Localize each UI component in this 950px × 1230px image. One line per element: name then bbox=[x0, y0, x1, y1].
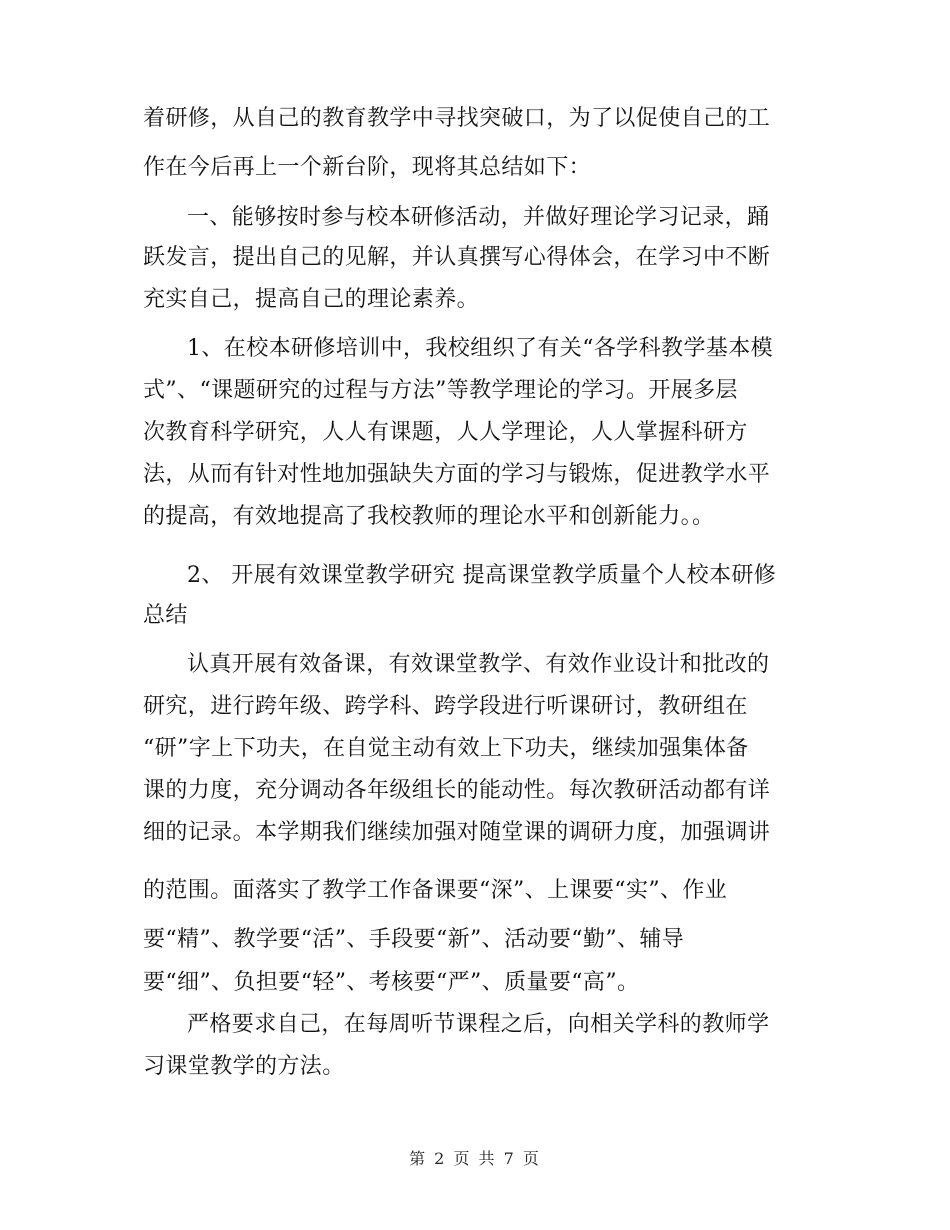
body-text-line: 要“细”、负担要“轻”、考核要“严”、质量要“高”。 bbox=[143, 970, 640, 995]
paragraph-first-line: 1、在校本研修培训中，我校组织了有关“各学科教学基本模 bbox=[187, 336, 774, 361]
body-text-line: “研”字上下功夫，在自觉主动有效上下功夫，继续加强集体备 bbox=[143, 736, 749, 761]
body-text-line: 课的力度，充分调动各年级组长的能动性。每次教研活动都有详 bbox=[143, 778, 771, 803]
section-heading: 2、 开展有效课堂教学研究 提高课堂教学质量个人校本研修 bbox=[187, 563, 777, 588]
body-text-line: 细的记录。本学期我们继续加强对随堂课的调研力度，加强调讲 bbox=[143, 820, 771, 845]
body-text-line: 式”、“课题研究的过程与方法”等教学理论的学习。开展多层 bbox=[143, 378, 738, 403]
section-heading-continuation: 总结 bbox=[143, 603, 188, 628]
body-text-line: 次教育科学研究，人人有课题，人人学理论，人人掌握科研方 bbox=[143, 420, 748, 445]
body-text-line: 要“精”、教学要“活”、手段要“新”、活动要“勤”、辅导 bbox=[143, 927, 685, 952]
paragraph-first-line: 认真开展有效备课，有效课堂教学、有效作业设计和批改的 bbox=[187, 652, 770, 677]
body-text-line: 跃发言，提出自己的见解，并认真撰写心得体会，在学习中不断 bbox=[143, 245, 771, 270]
body-text-line: 研究，进行跨年级、跨学科、跨学段进行听课研讨，教研组在 bbox=[143, 694, 748, 719]
body-text-line: 法，从而有针对性地加强缺失方面的学习与锻炼，促进教学水平 bbox=[143, 462, 771, 487]
paragraph-first-line: 严格要求自己，在每周听节课程之后，向相关学科的教师学 bbox=[187, 1012, 770, 1037]
page-number-footer: 第 2 页 共 7 页 bbox=[409, 1149, 541, 1168]
body-text-line: 的提高，有效地提高了我校教师的理论水平和创新能力。。 bbox=[143, 504, 715, 529]
body-text-line: 充实自己，提高自己的理论素养。 bbox=[143, 287, 480, 312]
body-text-line: 习课堂教学的方法。 bbox=[143, 1054, 345, 1079]
body-text-line: 作在今后再上一个新台阶，现将其总结如下： bbox=[143, 155, 592, 180]
paragraph-first-line: 一、能够按时参与校本研修活动，并做好理论学习记录，踊 bbox=[187, 205, 770, 230]
body-text-line: 的范围。面落实了教学工作备课要“深”、上课要“实”、作业 bbox=[143, 878, 728, 903]
body-text-line: 着研修，从自己的教育教学中寻找突破口，为了以促使自己的工 bbox=[143, 106, 771, 131]
